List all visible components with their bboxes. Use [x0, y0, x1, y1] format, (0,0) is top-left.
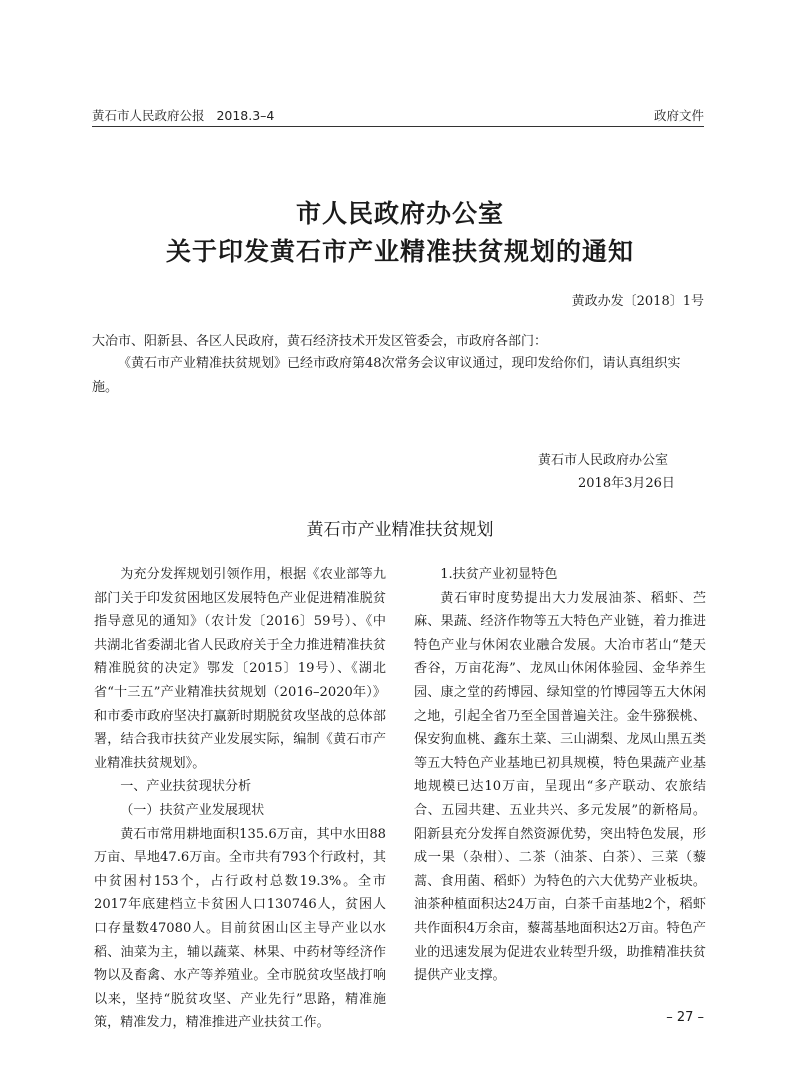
section-heading: 一、产业扶贫现状分析 — [120, 779, 252, 795]
subsection-heading: （一）扶贫产业发展现状 — [120, 802, 265, 818]
header-rule — [92, 126, 704, 127]
document-number: 黄政办发〔2018〕1号 — [571, 294, 704, 309]
notice-title-line2: 关于印发黄石市产业精准扶贫规划的通知 — [165, 237, 634, 266]
right-column — [414, 563, 706, 988]
addressee: 大冶市、阳新县、各区人民政府，黄石经济技术开发区管委会，市政府各部门： — [92, 334, 548, 349]
issuer: 黄石市人民政府办公室 — [538, 453, 669, 468]
item-heading: 1.扶贫产业初显特色 — [440, 567, 558, 582]
plan-intro: 为充分发挥规划引领作用，根据《农业部等九部门关于印发贫困地区发展特色产业促进精准脱贫指导意见的通知》（农计发〔2016〕59号）、《中共湖北省委湖北省人民政府关于全力推进精准扶贫精准脱贫的决定》鄂发〔2015〕19号）、《湖北省“十三五”产业精准扶贫规划（2016–2020年）》和市委市政府坚决打赢新时期脱贫攻坚战的总体部署，结合我市扶贫产业发展实际，编制《黄石市产业精准扶贫规划》。 — [94, 567, 386, 771]
left-column — [94, 563, 386, 1035]
paragraph: 黄石市常用耕地面积135.6万亩，其中水田88万亩、旱地47.6万亩。全市共有793个行政村，其中贫困村153个，占行政村总数19.3%。全市2017年底建档立卡贫困人口130746人，贫困人口存量数47080人。目前贫困山区主导产业以水稻、油菜为主，辅以蔬菜、林果、中药材等经济作物以及畜禽、水产等养殖业。全市脱贫攻坚战打响以来，坚持“脱贫攻坚、产业先行”思路，精准施策，精准发力，精准推进产业扶贫工作。 — [94, 826, 386, 1031]
issue-number: 2018.3–4 — [216, 108, 275, 123]
issue-date: 2018年3月26日 — [578, 476, 675, 491]
plan-title: 黄石市产业精准扶贫规划 — [306, 520, 494, 540]
paragraph: 黄石审时度势提出大力发展油茶、稻虾、苎麻、果蔬、经济作物等五大特色产业链，着力推进特色产业与休闲农业融合发展。大冶市茗山“楚天香谷，万亩花海”、龙凤山休闲体验园、金华养生园、康之堂的药博园、绿知堂的竹博园等五大休闲之地，引起全省乃至全国普遍关注。金牛猕猴桃、保安狗血桃、鑫东土菜、三山湖梨、龙凤山黑五类等五大特色产业基地已初具规模，特色果蔬产业基地规模已达10万亩，呈现出“多产联动、农旅结合、五园共建、五业共兴、多元发展”的新格局。阳新县充分发挥自然资源优势，突出特色发展，形成一果（杂柑）、二茶（油茶、白茶）、三菜（藜蒿、食用菌、稻虾）为特色的六大优势产业板块。油茶种植面积达24万亩，白茶千亩基地2个，稻虾共作面积4万余亩，藜蒿基地面积达2万亩。特色产业的迅速发展为促进农业转型升级，助推精准扶贫提供产业支撑。 — [414, 590, 706, 984]
page-number: – 27 – — [666, 1010, 704, 1025]
header-section: 政府文件 — [653, 108, 704, 123]
notice-body: 《黄石市产业精准扶贫规划》已经市政府第48次常务会议审议通过，现印发给你们，请认真组织实施。 — [92, 356, 681, 395]
notice-title-line1: 市人民政府办公室 — [295, 199, 504, 228]
header-publication — [92, 106, 274, 124]
publication-name: 黄石市人民政府公报 — [92, 108, 205, 123]
